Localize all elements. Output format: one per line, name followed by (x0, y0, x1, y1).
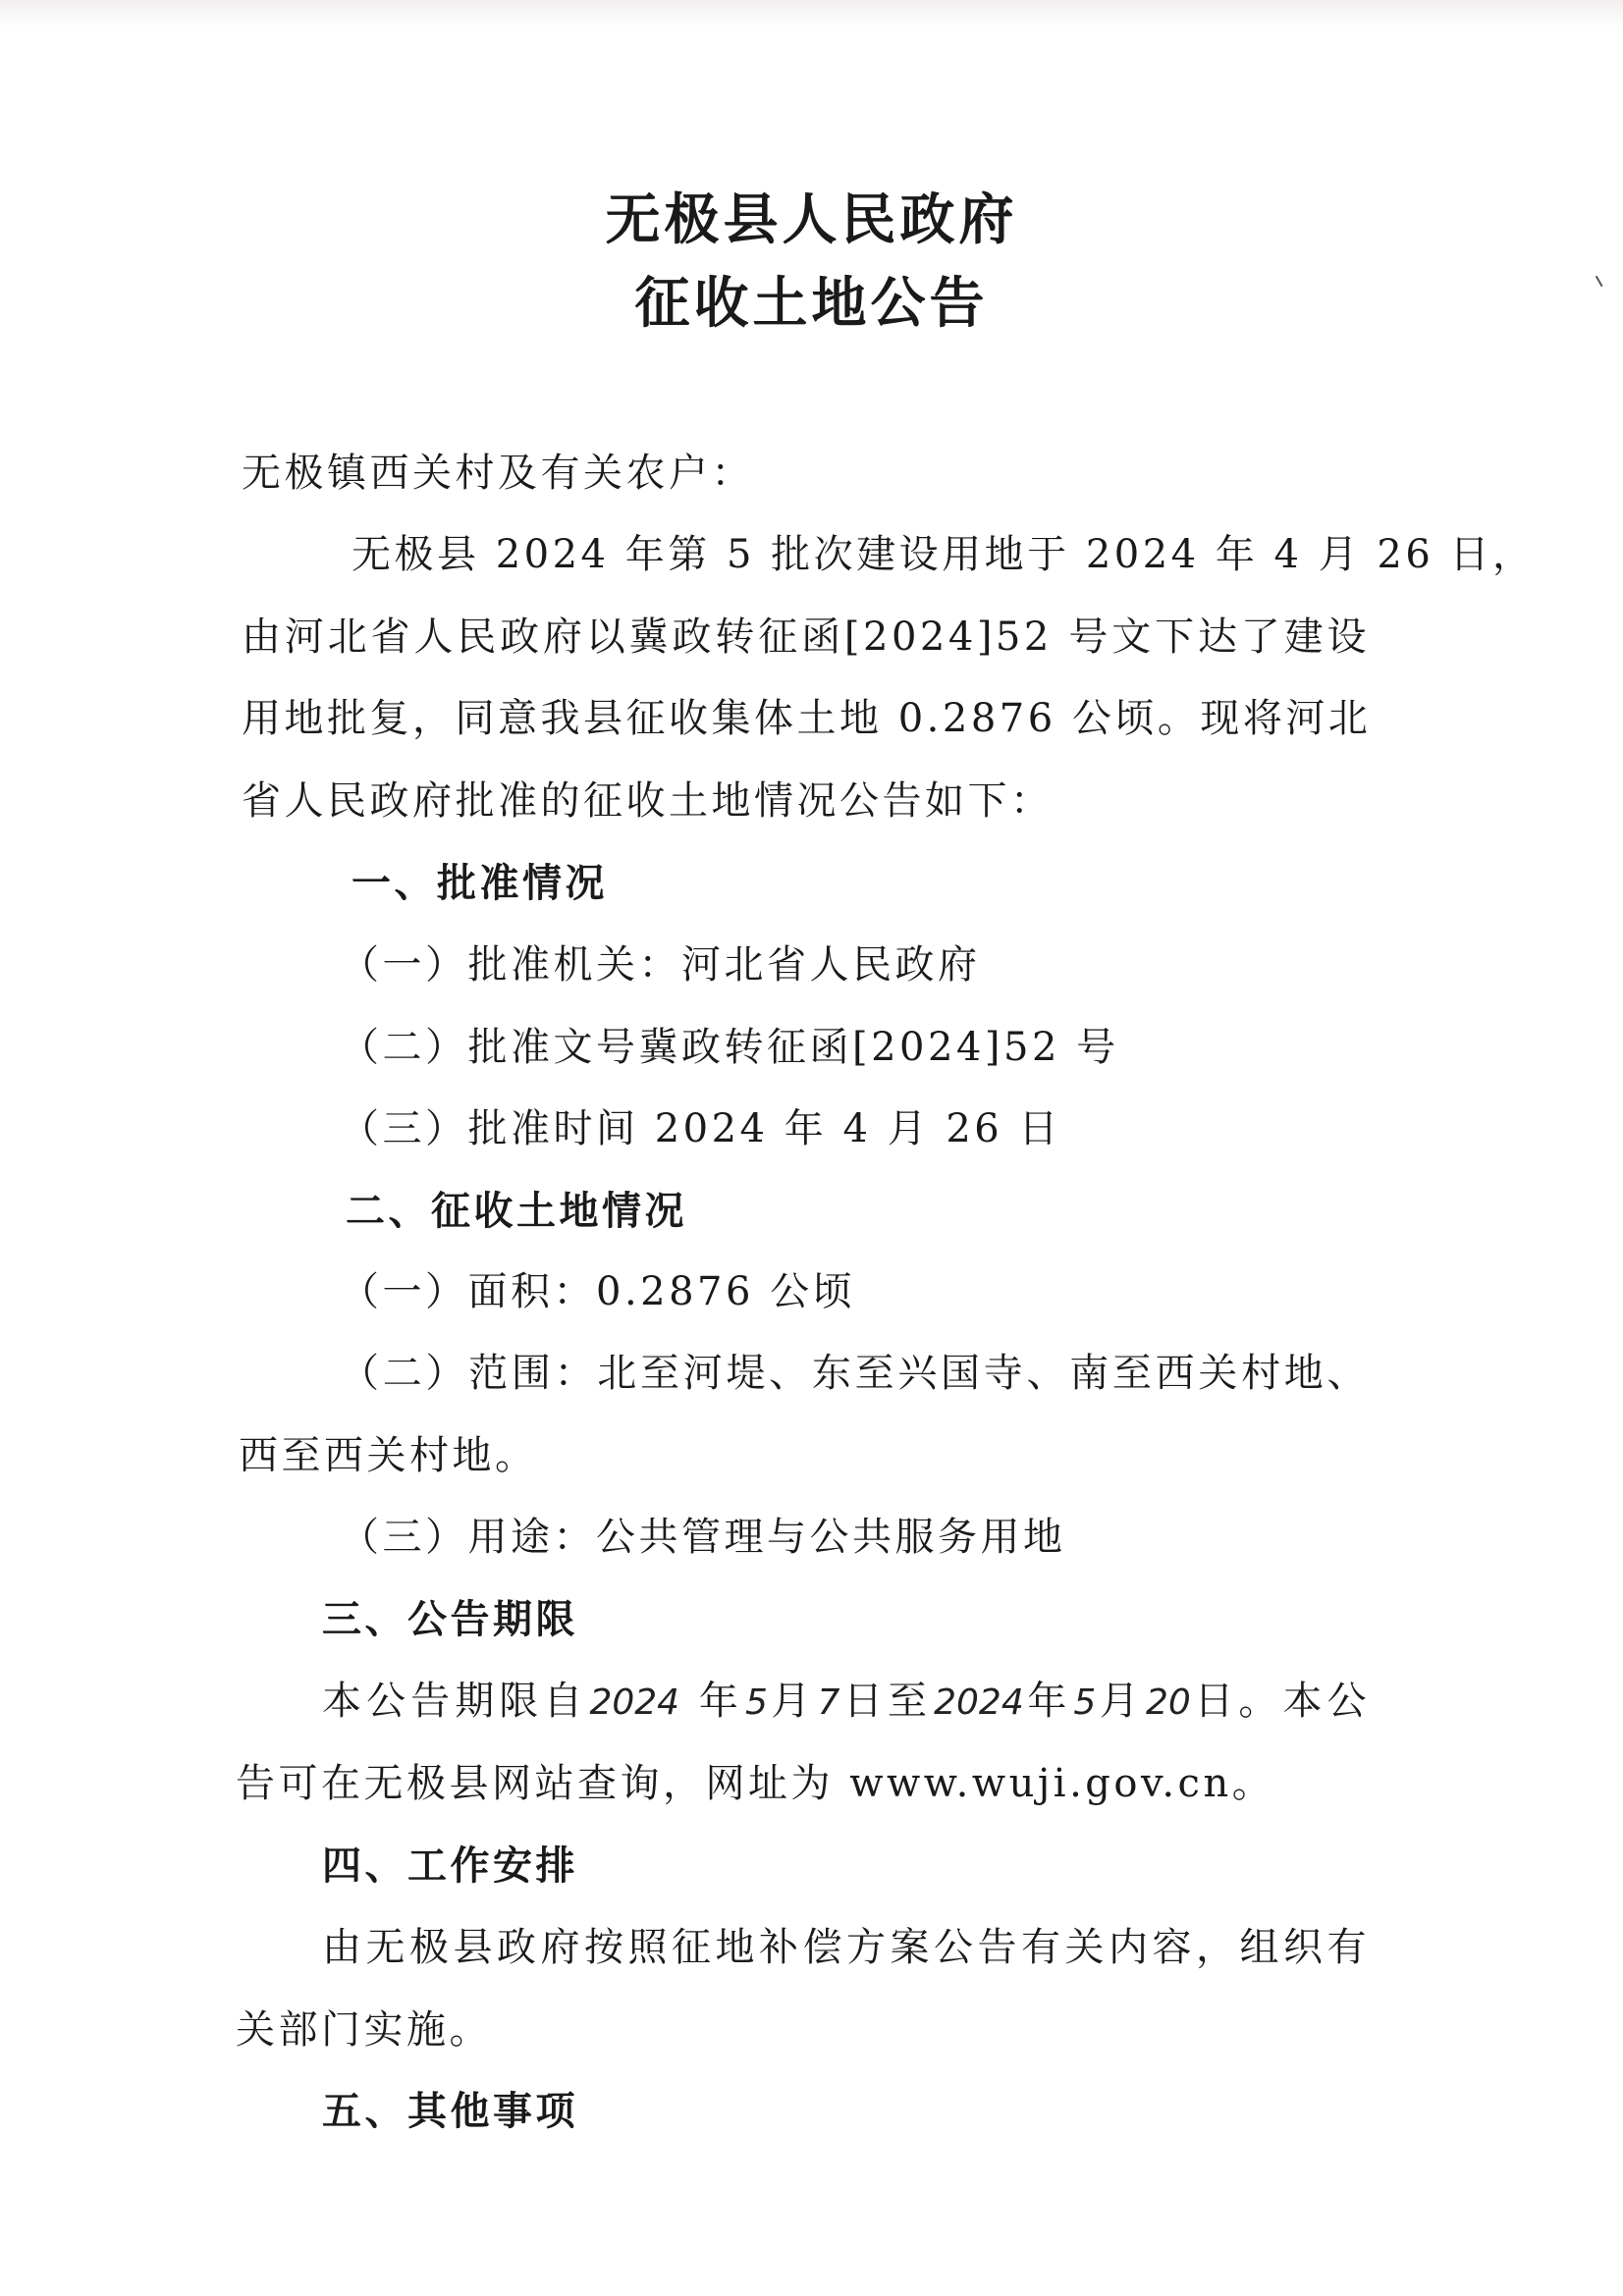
printed-text: 月 (1098, 1679, 1144, 1724)
section-heading: 二、征收土地情况 (346, 1188, 687, 1234)
handwritten-year: 2024 (589, 1682, 680, 1723)
paragraph-line: 由无极县政府按照征地补偿方案公告有关内容，组织有 (322, 1925, 1370, 1970)
document-title-line2: 征收土地公告 (634, 271, 989, 336)
website-line: 告可在无极县网站查询，网址为 www.wuji.gov.cn。 (236, 1761, 1275, 1806)
section-heading: 一、批准情况 (352, 860, 608, 906)
printed-text: 日。本公 (1192, 1679, 1371, 1724)
section-heading: 五、其他事项 (322, 2088, 578, 2134)
section-heading: 四、工作安排 (322, 1842, 578, 1889)
intro-line: 用地批复，同意我县征收集体土地 0.2876 公顷。现将河北 (242, 696, 1372, 741)
printed-text: 年 (698, 1679, 743, 1724)
section-item: （二）批准文号冀政转征函[2024]52 号 (340, 1025, 1119, 1070)
section-item: 西至西关村地。 (239, 1433, 538, 1478)
section-item: （三）用途：公共管理与公共服务用地 (340, 1515, 1066, 1560)
printed-text: 月 (769, 1679, 816, 1724)
addressee: 无极镇西关村及有关农户： (242, 451, 754, 496)
printed-text: 本公告期限自 (322, 1679, 588, 1724)
scan-edge (0, 0, 1623, 27)
handwritten-year: 2024 (934, 1682, 1024, 1723)
notice-period-line (322, 1676, 1370, 1729)
section-item: （一）批准机关：河北省人民政府 (340, 942, 981, 988)
paragraph-line: 关部门实施。 (236, 2007, 492, 2053)
intro-line: 省人民政府批准的征收土地情况公告如下： (242, 778, 1054, 824)
document-title-line1: 无极县人民政府 (605, 187, 1018, 252)
handwritten-day: 20 (1145, 1682, 1191, 1723)
section-heading: 三、公告期限 (322, 1596, 578, 1642)
printed-text: 日至 (841, 1679, 933, 1724)
intro-line: 无极县 2024 年第 5 批次建设用地于 2024 年 4 月 26 日， (352, 532, 1536, 577)
intro-line: 由河北省人民政府以冀政转征函[2024]52 号文下达了建设 (242, 614, 1370, 660)
section-item: （三）批准时间 2024 年 4 月 26 日 (340, 1106, 1061, 1151)
section-item: （二）范围：北至河堤、东至兴国寺、南至西关村地、 (340, 1351, 1370, 1396)
handwritten-month: 5 (1073, 1682, 1097, 1723)
handwritten-month: 5 (744, 1682, 768, 1723)
handwritten-day: 7 (817, 1682, 840, 1723)
printed-text: 年 (1025, 1679, 1072, 1724)
section-item: （一）面积：0.2876 公顷 (340, 1269, 856, 1314)
